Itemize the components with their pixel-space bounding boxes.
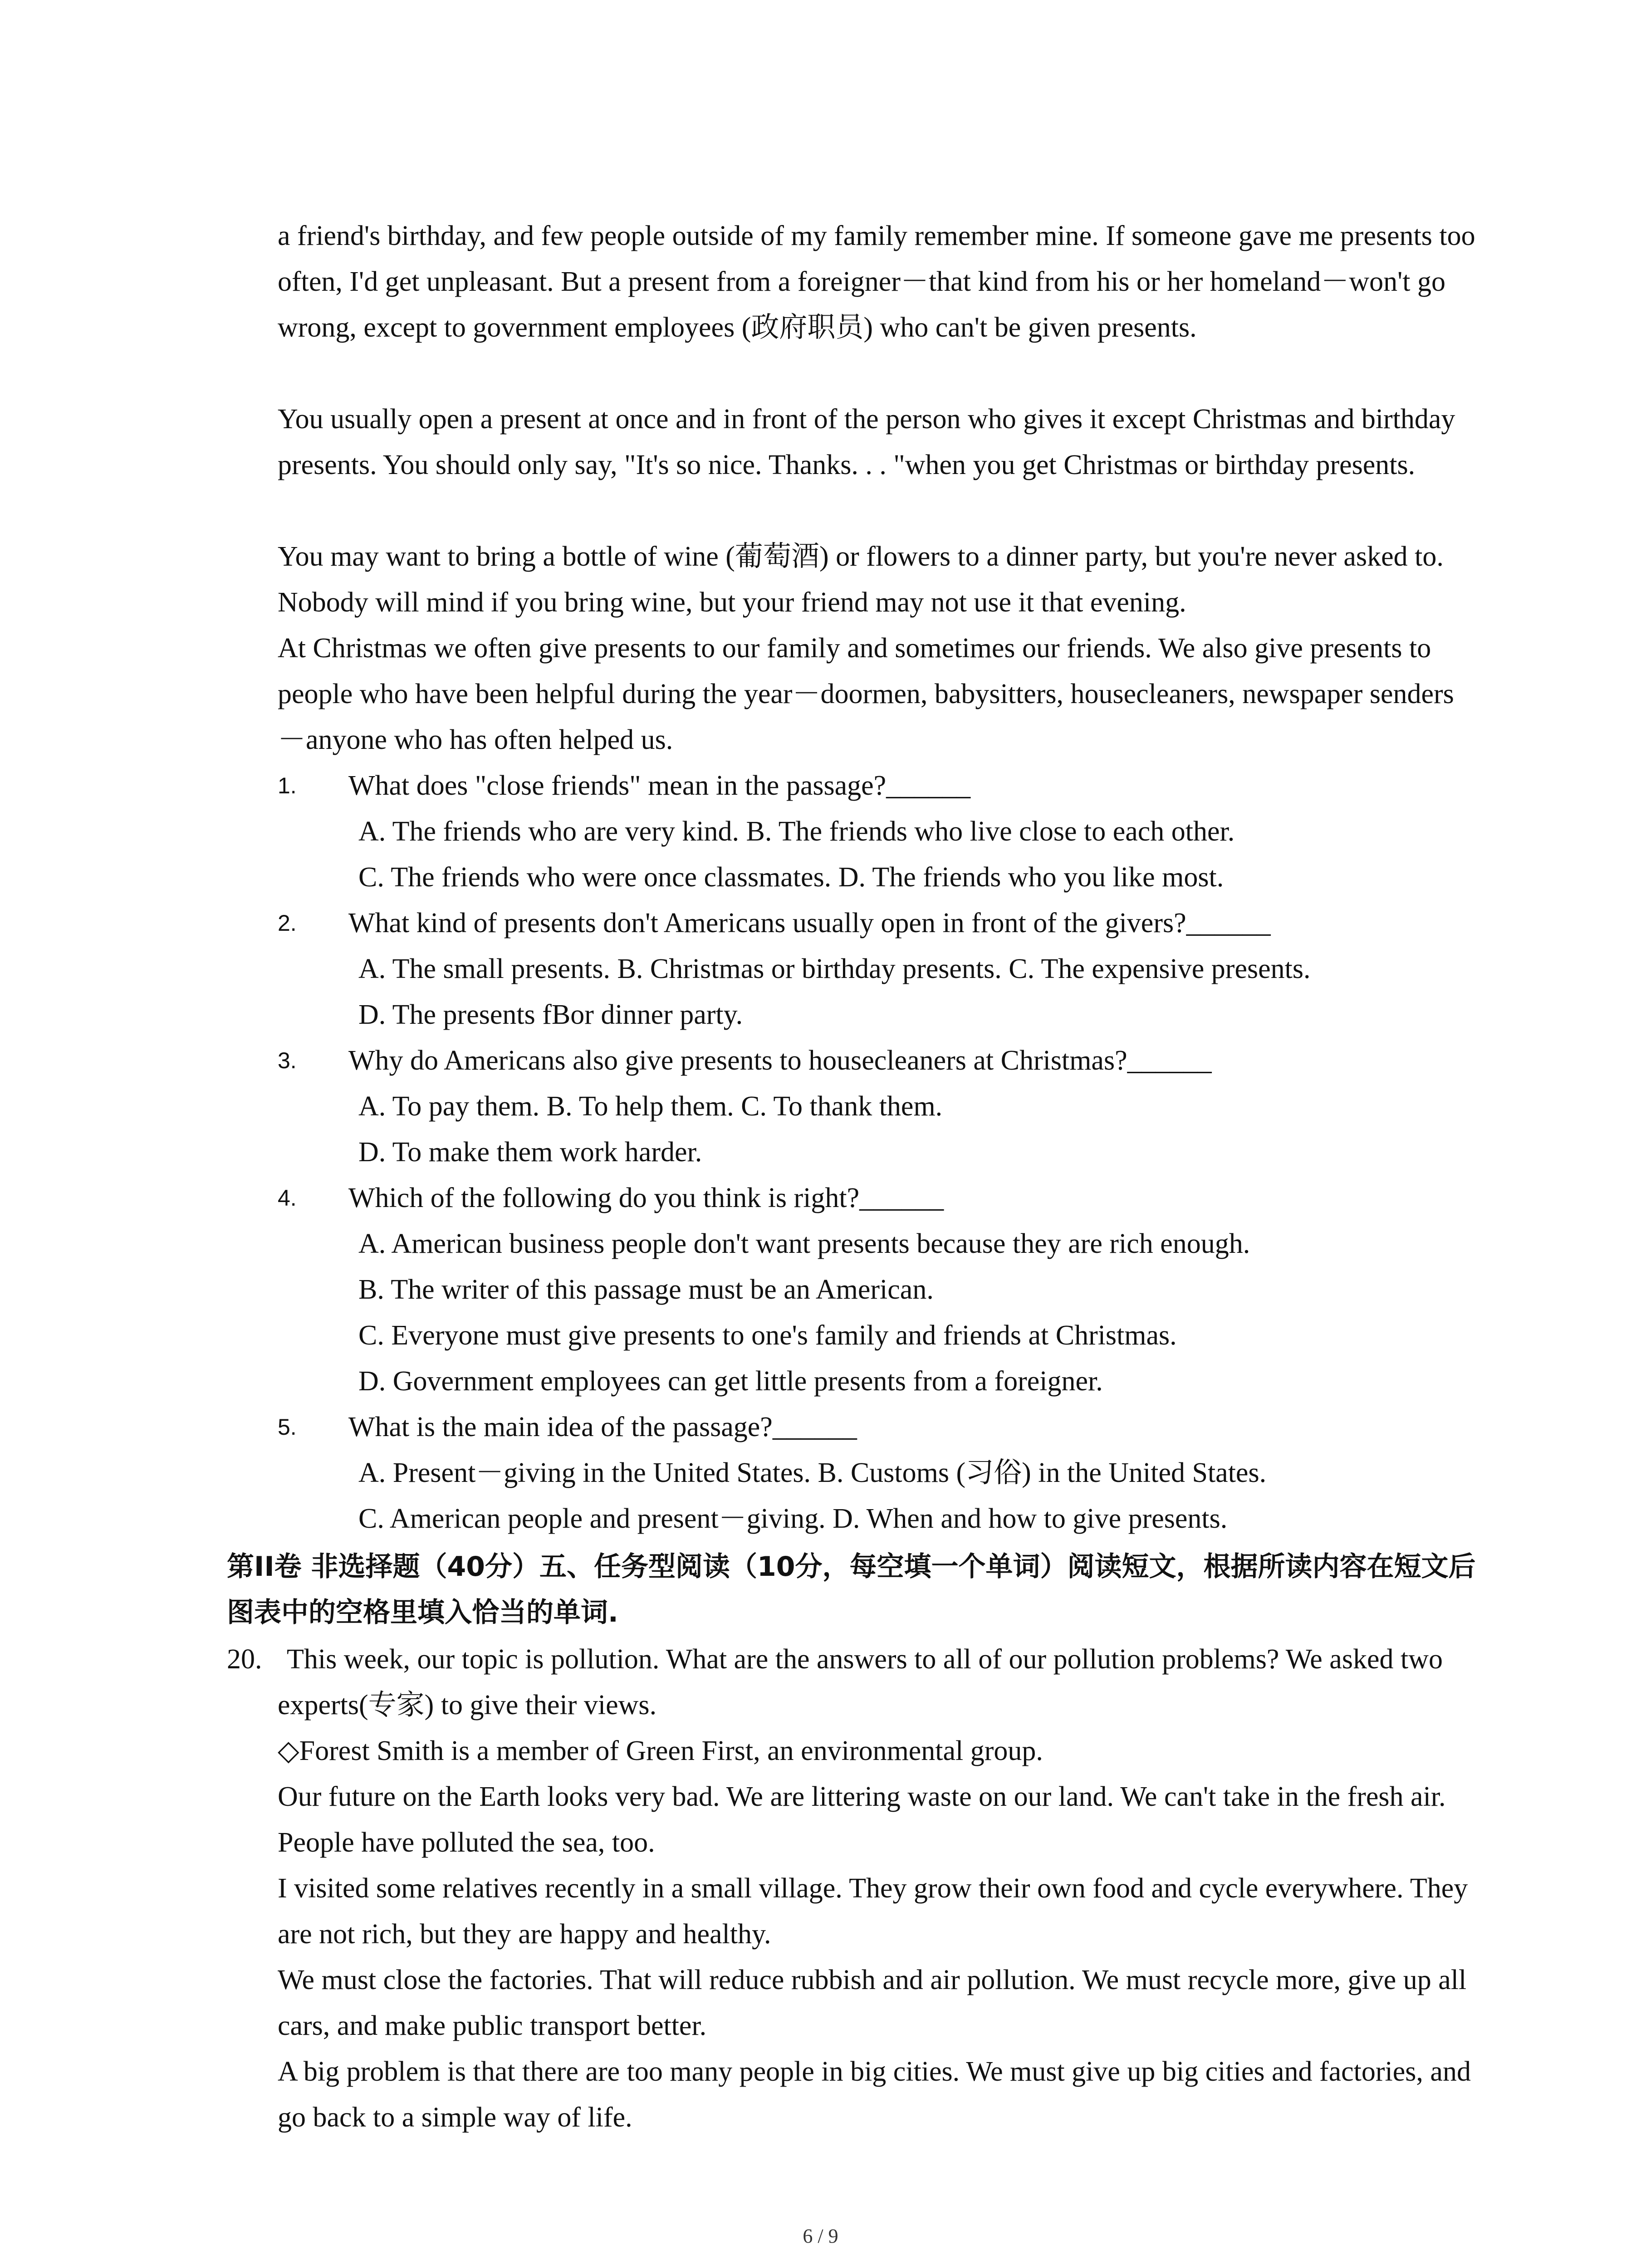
question-number: 1.	[278, 773, 297, 798]
question-text: Why do Americans also give presents to housecleaners at Christmas?______	[348, 1045, 1212, 1076]
passage-paragraph-4: At Christmas we often give presents to our family and sometimes our friends. We also give presents to people who have been helpful during the year－doormen, babysitters, housecleaners, newspaper senders－anyone who has often helped us.	[278, 633, 1454, 755]
task-paragraph-2: ◇Forest Smith is a member of Green First, an environmental group.	[278, 1735, 1043, 1766]
question-number: 4.	[278, 1185, 297, 1211]
question-number: 2.	[278, 910, 297, 936]
task-paragraph-5: We must close the factories. That will reduce rubbish and air pollution. We must recycle more, give up all cars, and make public transport better.	[278, 1965, 1467, 2041]
question-text: What is the main idea of the passage?______	[348, 1412, 857, 1442]
question-text: What does "close friends" mean in the passage?______	[348, 770, 971, 801]
section-heading: 第II卷 非选择题（40分）五、任务型阅读（10分，每空填一个单词）阅读短文，根据所读内容在短文后图表中的空格里填入恰当的单词.	[227, 1551, 1476, 1628]
passage-paragraph-2: You usually open a present at once and in front of the person who gives it except Christmas and birthday presents. You should only say, "It's so nice. Thanks. . . "when you get Christmas or birthday presents.	[278, 404, 1455, 480]
page-number: 6 / 9	[803, 2225, 838, 2247]
question-text: Which of the following do you think is right?______	[348, 1183, 944, 1213]
question-options: D. Government employees can get little presents from a foreigner.	[358, 1366, 1103, 1397]
passage-paragraph-3: You may want to bring a bottle of wine (葡萄酒) or flowers to a dinner party, but you're never asked to. Nobody will mind if you bring wine, but your friend may not use it that evening.	[278, 541, 1444, 618]
task-paragraph-1: This week, our topic is pollution. What are the answers to all of our pollution problems? We asked two experts(专家) to give their views.	[278, 1644, 1443, 1721]
question-number: 5.	[278, 1414, 297, 1440]
question-options: A. The friends who are very kind. B. The friends who live close to each other.	[358, 816, 1235, 847]
question-options: A. American business people don't want presents because they are rich enough.	[358, 1228, 1250, 1259]
task-paragraph-4: I visited some relatives recently in a small village. They grow their own food and cycle everywhere. They are not rich, but they are happy and healthy.	[278, 1873, 1468, 1950]
question-options: C. The friends who were once classmates. D. The friends who you like most.	[358, 862, 1224, 893]
question-options: A. To pay them. B. To help them. C. To thank them.	[358, 1091, 943, 1122]
passage-paragraph-1: a friend's birthday, and few people outside of my family remember mine. If someone gave me presents too often, I'd get unpleasant. But a present from a foreigner－that kind from his or her homeland－won't go wrong, except to government employees (政府职员) who can't be given presents.	[278, 220, 1475, 343]
task-paragraph-3: Our future on the Earth looks very bad. We are littering waste on our land. We can't take in the fresh air. People have polluted the sea, too.	[278, 1781, 1446, 1858]
question-options: A. Present－giving in the United States. B. Customs (习俗) in the United States.	[358, 1457, 1267, 1488]
question-options: D. The presents fBor dinner party.	[358, 999, 743, 1030]
task-number: 20.	[227, 1644, 262, 1675]
question-options: B. The writer of this passage must be an American.	[358, 1274, 934, 1305]
task-paragraph-6: A big problem is that there are too many people in big cities. We must give up big cities and factories, and go back to a simple way of life.	[278, 2056, 1471, 2133]
question-options: C. American people and present－giving. D. When and how to give presents.	[358, 1503, 1228, 1534]
question-options: A. The small presents. B. Christmas or birthday presents. C. The expensive presents.	[358, 953, 1311, 984]
question-number: 3.	[278, 1048, 297, 1073]
question-options: D. To make them work harder.	[358, 1137, 702, 1168]
question-text: What kind of presents don't Americans usually open in front of the givers?______	[348, 908, 1271, 938]
question-options: C. Everyone must give presents to one's family and friends at Christmas.	[358, 1320, 1177, 1351]
